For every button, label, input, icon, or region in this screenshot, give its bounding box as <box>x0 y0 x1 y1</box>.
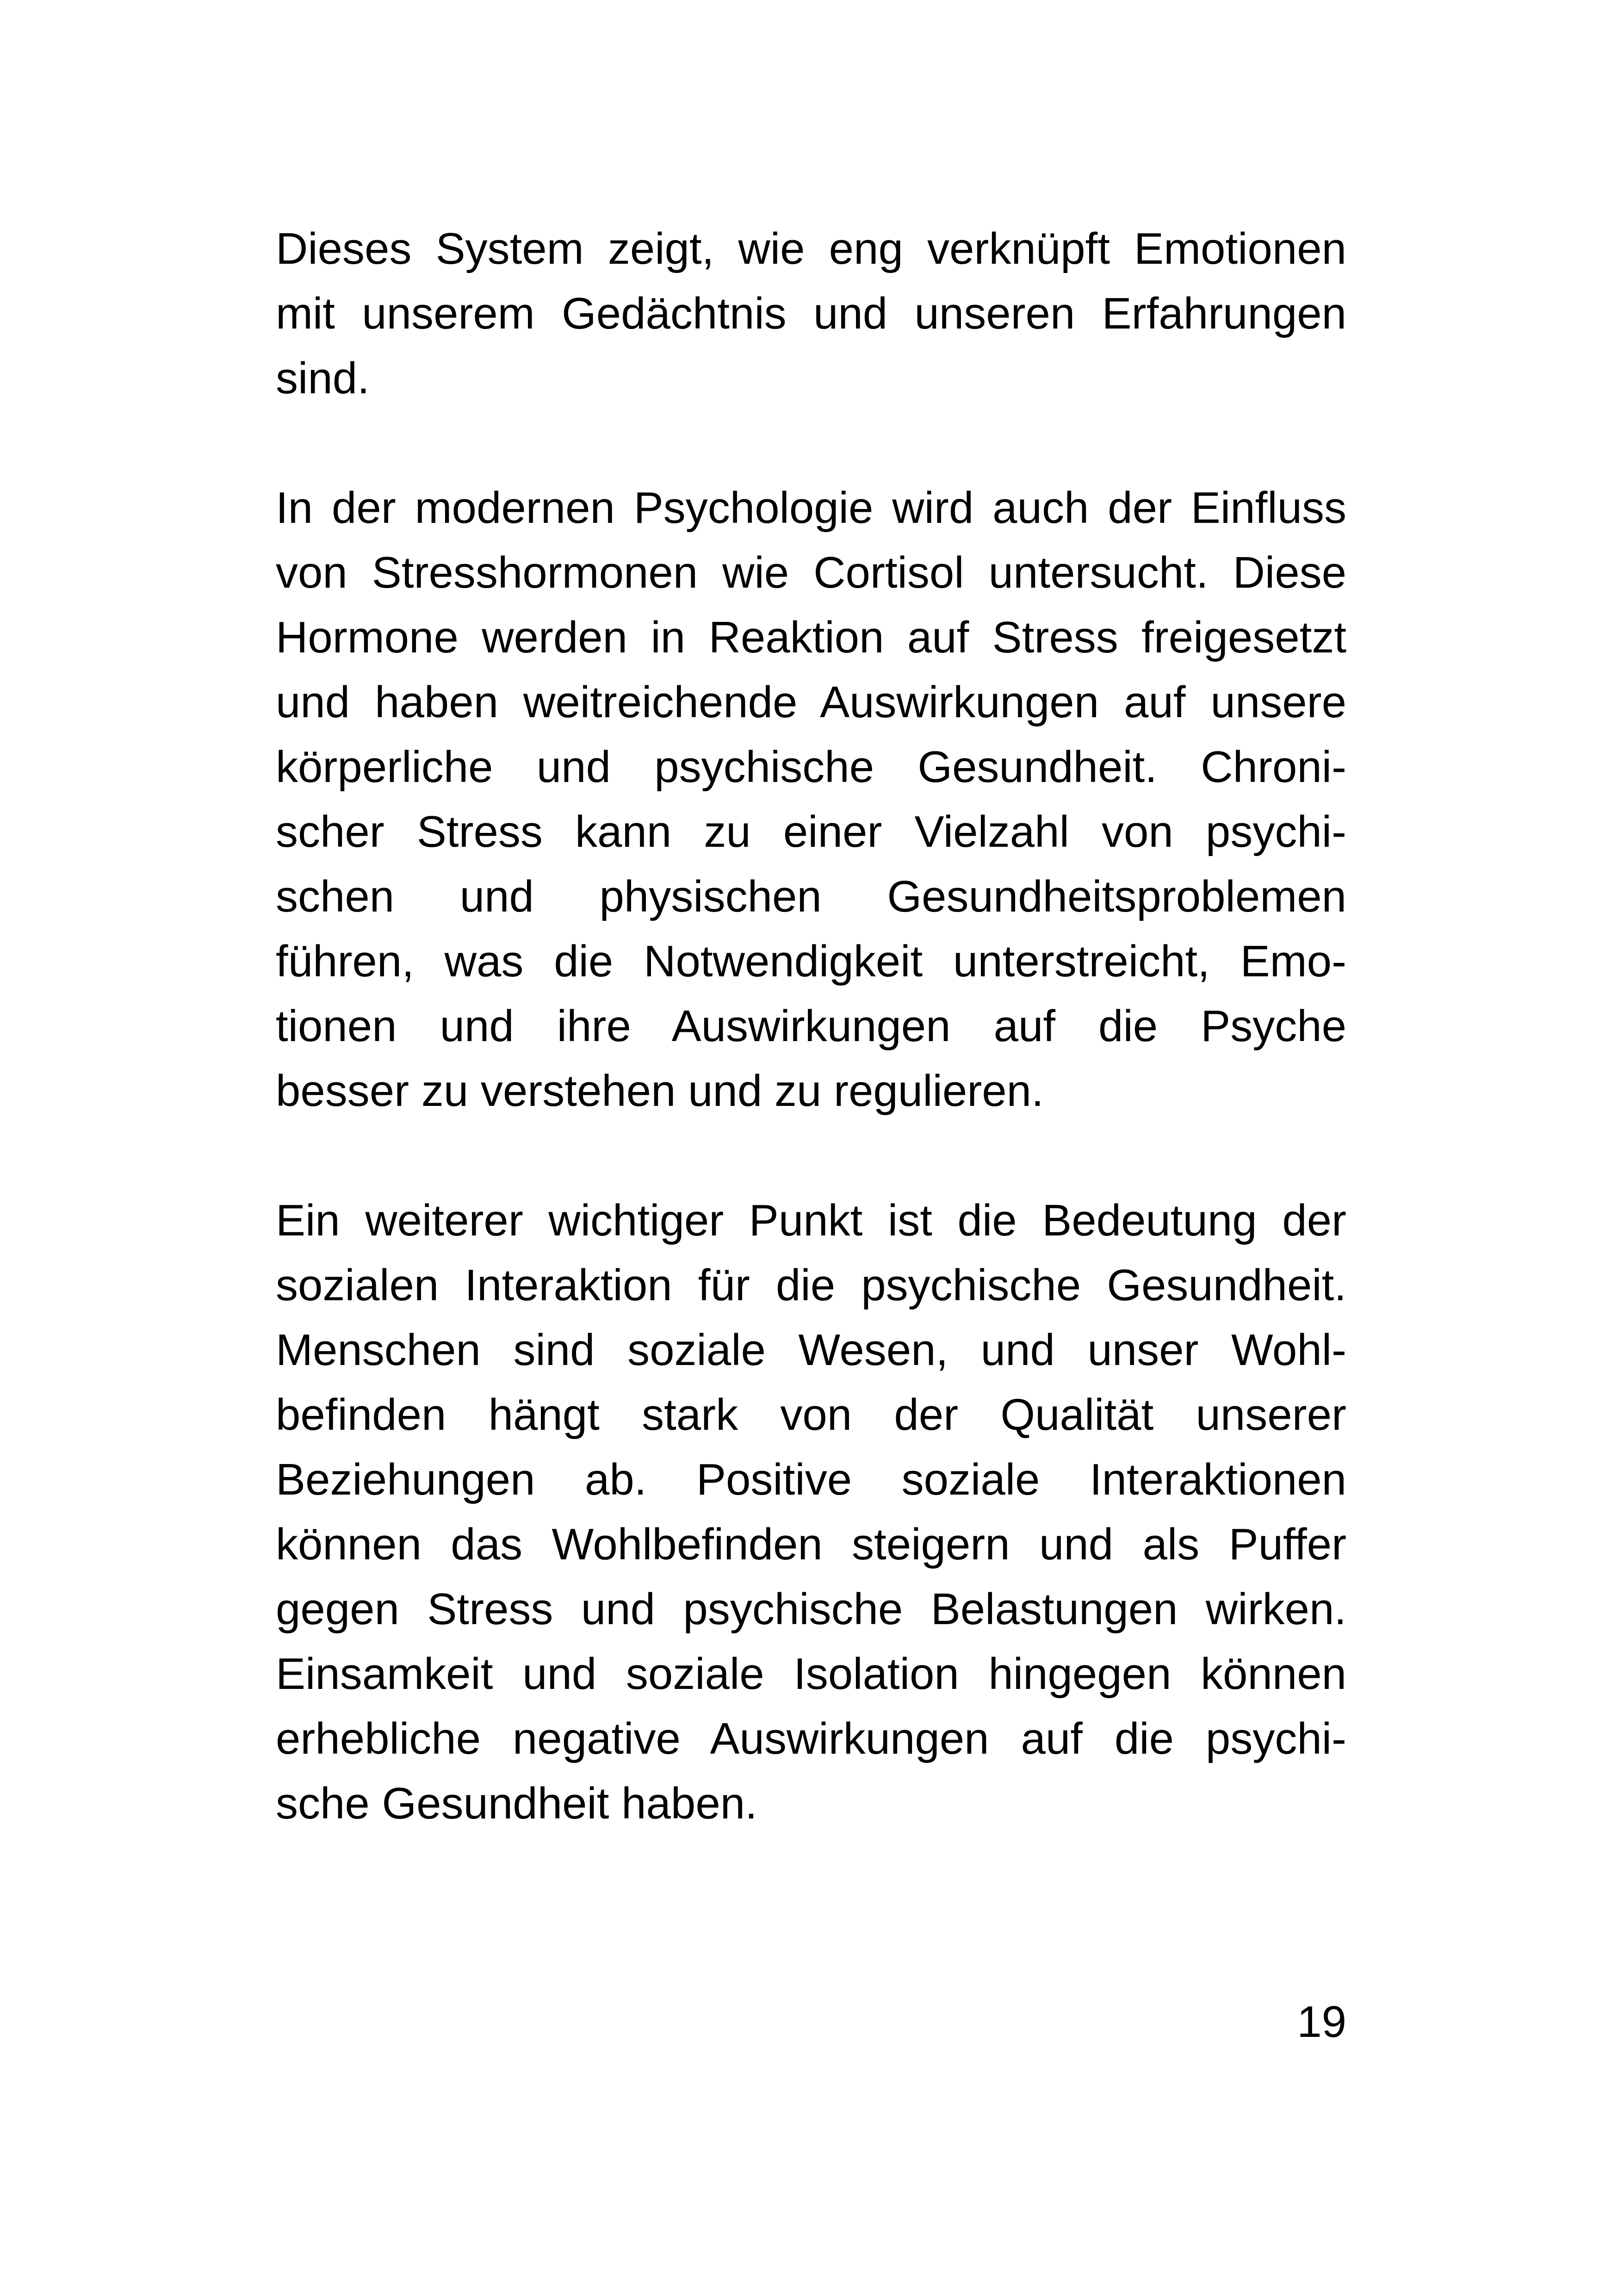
text-line: mit unserem Gedächtnis und unseren Erfahrungen <box>276 289 1346 338</box>
text-line: befinden hängt stark von der Qualität unserer <box>276 1390 1346 1440</box>
text-line: besser zu verstehen und zu regulieren. <box>276 1066 1044 1116</box>
text-line: In der modernen Psychologie wird auch der Einfluss <box>276 483 1346 533</box>
text-line: Ein weiterer wichtiger Punkt ist die Bedeutung der <box>276 1196 1346 1245</box>
text-line: Hormone werden in Reaktion auf Stress freigesetzt <box>276 613 1346 662</box>
text-line: schen und physischen Gesundheitsproblemen <box>276 872 1346 921</box>
text-line: tionen und ihre Auswirkungen auf die Psyche <box>276 1001 1346 1051</box>
paragraph-1 <box>276 217 1346 411</box>
text-line: von Stresshormonen wie Cortisol untersucht. Diese <box>276 548 1346 597</box>
text-line: können das Wohlbefinden steigern und als Puffer <box>276 1520 1346 1569</box>
text-line: gegen Stress und psychische Belastungen wirken. <box>276 1584 1346 1634</box>
text-line: sozialen Interaktion für die psychische Gesundheit. <box>276 1260 1346 1310</box>
paragraph-3 <box>276 1188 1346 1836</box>
text-line: erhebliche negative Auswirkungen auf die psychi- <box>276 1714 1346 1763</box>
text-line: und haben weitreichende Auswirkungen auf unsere <box>276 677 1346 727</box>
text-line: scher Stress kann zu einer Vielzahl von psychi- <box>276 807 1346 856</box>
body-text <box>276 217 1346 1901</box>
paragraph-2 <box>276 476 1346 1123</box>
text-line: sind. <box>276 354 370 403</box>
text-line: Menschen sind soziale Wesen, und unser Wohl- <box>276 1325 1346 1375</box>
text-line: sche Gesundheit haben. <box>276 1779 757 1828</box>
page-number: 19 <box>1297 1997 1346 2047</box>
text-line: Beziehungen ab. Positive soziale Interaktionen <box>276 1455 1346 1504</box>
text-line: körperliche und psychische Gesundheit. Chroni- <box>276 742 1346 792</box>
text-line: führen, was die Notwendigkeit unterstreicht, Emo- <box>276 937 1346 986</box>
text-line: Dieses System zeigt, wie eng verknüpft Emotionen <box>276 224 1346 273</box>
text-line: Einsamkeit und soziale Isolation hingegen können <box>276 1649 1346 1699</box>
